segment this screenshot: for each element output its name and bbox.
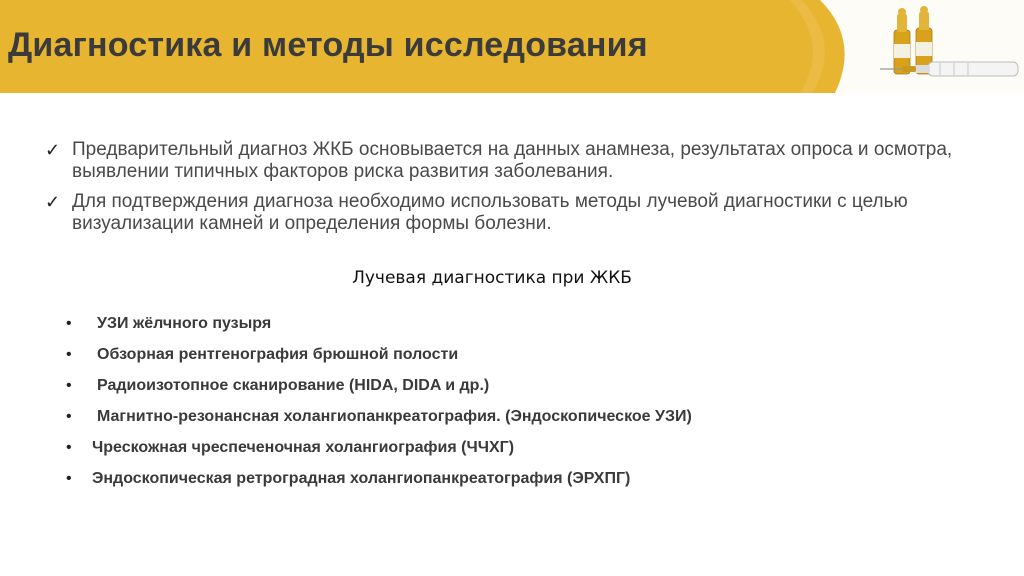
ampoules-and-syringe-icon	[858, 0, 1024, 93]
intro-point	[44, 191, 964, 235]
intro-point	[44, 139, 964, 183]
bullet-icon: •	[66, 315, 72, 332]
method-label: Радиоизотопное сканирование (HIDA, DIDA и др.)	[97, 377, 490, 394]
section-heading: Лучевая диагностика при ЖКБ	[352, 268, 632, 288]
bullet-icon: •	[66, 408, 72, 425]
bullet-icon: •	[66, 377, 72, 394]
checkmark-icon: ✓	[45, 192, 61, 212]
intro-point-text: Предварительный диагноз ЖКБ основывается на данных анамнеза, результатах опроса и осмотра, выявлении типичных факторов риска развития заболевания.	[72, 139, 953, 182]
checkmark-icon: ✓	[45, 140, 61, 160]
method-label: Чрескожная чреспеченочная холангиография (ЧЧХГ)	[92, 439, 515, 456]
bullet-icon: •	[66, 346, 72, 363]
intro-list	[44, 139, 964, 243]
method-label: Обзорная рентгенография брюшной полости	[97, 346, 459, 363]
bullet-icon: •	[66, 470, 72, 487]
method-label: Магнитно-резонансная холангиопанкреатография. (Эндоскопическое УЗИ)	[97, 408, 692, 425]
bullet-icon: •	[66, 439, 72, 456]
method-label: УЗИ жёлчного пузыря	[97, 315, 272, 332]
ampoule-left	[894, 8, 910, 74]
page-title: Диагностика и методы исследования	[8, 26, 648, 64]
intro-point-text: Для подтверждения диагноза необходимо использовать методы лучевой диагностики с целью визуализации камней и определения формы болезни.	[72, 191, 908, 234]
method-label: Эндоскопическая ретроградная холангиопанкреатография (ЭРХПГ)	[92, 470, 631, 487]
